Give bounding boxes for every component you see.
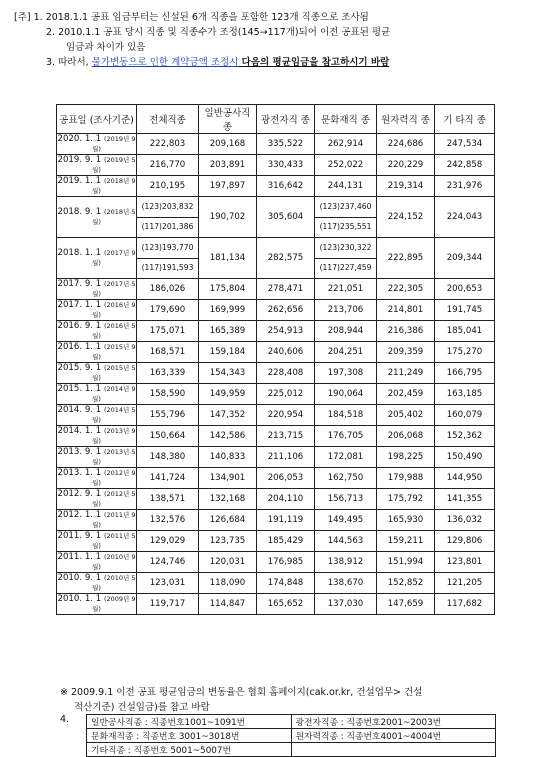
- classification-cell: 원자력직종 : 직종번호4001~4004번: [291, 729, 496, 743]
- header-general: 일반공사직 종: [199, 105, 257, 134]
- cell-electronic: 176,985: [257, 552, 315, 573]
- cell-cultural: 208,944: [315, 321, 377, 342]
- date-main: 2017. 1. 1: [57, 300, 102, 310]
- date-ref: (2015년 9월): [92, 343, 136, 361]
- cell-cultural: 149,495: [315, 510, 377, 531]
- row-date: [57, 134, 137, 155]
- date-main: 2014. 1. 1: [57, 426, 102, 436]
- date-main: 2015. 9. 1: [57, 363, 102, 373]
- cell-cultural: 262,914: [315, 134, 377, 155]
- cell-electronic: 211,106: [257, 447, 315, 468]
- cell-nuclear: 159,211: [377, 531, 435, 552]
- row-date: [57, 279, 137, 300]
- cell-all: 222,803: [137, 134, 199, 155]
- row-date: [57, 552, 137, 573]
- note-3-bold: 다음의 평균임금을 참고하시기 바람: [238, 57, 390, 68]
- date-main: 2019. 9. 1: [57, 155, 102, 165]
- cell-all: 175,071: [137, 321, 199, 342]
- table-row: [57, 300, 495, 321]
- cell-other: 121,205: [435, 573, 495, 594]
- note-3-highlight: 물가변동으로 인한 계약금액 조정시: [91, 57, 239, 68]
- cell-general: 142,586: [199, 426, 257, 447]
- note-tag: [주]: [14, 12, 31, 23]
- cell-other: 247,534: [435, 134, 495, 155]
- row-date: [57, 384, 137, 405]
- header-date: 공표일 (조사기준): [57, 105, 137, 134]
- row-date: [57, 573, 137, 594]
- footnote-line-2: 적산기준) 건설임금)를 참고 바람: [74, 702, 210, 713]
- date-main: 2015. 1. 1: [57, 384, 102, 394]
- table-row: [57, 552, 495, 573]
- date-main: 2013. 9. 1: [57, 447, 102, 457]
- cell-general: 114,847: [199, 594, 257, 615]
- table-row: [57, 426, 495, 447]
- row-date: [57, 447, 137, 468]
- cell-nuclear: 205,402: [377, 405, 435, 426]
- cell-all: 132,576: [137, 510, 199, 531]
- cell-all-part: (123)193,770: [141, 242, 194, 252]
- footnote: [60, 685, 540, 715]
- cell-nuclear: 216,386: [377, 321, 435, 342]
- row-date: [57, 531, 137, 552]
- cell-general: 159,184: [199, 342, 257, 363]
- row-date: [57, 489, 137, 510]
- cell-other: 160,079: [435, 405, 495, 426]
- cell-other: 166,795: [435, 363, 495, 384]
- cell-other: 123,801: [435, 552, 495, 573]
- cell-other: 150,490: [435, 447, 495, 468]
- date-ref: (2014년 9월): [92, 385, 136, 403]
- date-ref: (2019년 5월): [92, 156, 136, 174]
- cell-all: 155,796: [137, 405, 199, 426]
- cell-electronic: 278,471: [257, 279, 315, 300]
- cell-nuclear: 179,988: [377, 468, 435, 489]
- date-ref: (2012년 9월): [92, 469, 136, 487]
- cell-electronic: 204,110: [257, 489, 315, 510]
- table-row: [57, 238, 495, 279]
- date-ref: (2010년 5월): [92, 574, 136, 592]
- row-date: [57, 238, 137, 279]
- cell-cultural: 184,518: [315, 405, 377, 426]
- date-main: 2018. 1. 1: [57, 248, 102, 258]
- cell-electronic: 213,715: [257, 426, 315, 447]
- date-main: 2016. 9. 1: [57, 321, 102, 331]
- note-1: [14, 10, 544, 25]
- row-date: [57, 342, 137, 363]
- cell-other: 209,344: [435, 238, 495, 279]
- date-ref: (2017년 9월): [92, 249, 136, 267]
- cell-general: 140,833: [199, 447, 257, 468]
- table-row: [57, 176, 495, 197]
- cell-electronic: 165,652: [257, 594, 315, 615]
- cell-cultural-part: (123)230,322: [319, 242, 372, 252]
- date-ref: (2016년 9월): [92, 301, 136, 319]
- row-date: [57, 363, 137, 384]
- cell-cultural: 162,750: [315, 468, 377, 489]
- table-row: [57, 447, 495, 468]
- cell-other: 141,355: [435, 489, 495, 510]
- cell-nuclear: 211,249: [377, 363, 435, 384]
- average-wage-table: [56, 104, 495, 615]
- table-row: [57, 384, 495, 405]
- cell-general: 154,343: [199, 363, 257, 384]
- cell-cultural: 213,706: [315, 300, 377, 321]
- date-main: 2014. 9. 1: [57, 405, 102, 415]
- date-main: 2010. 9. 1: [57, 573, 102, 583]
- table-row: [57, 134, 495, 155]
- cell-nuclear: 198,225: [377, 447, 435, 468]
- cell-general: 190,702: [199, 197, 257, 238]
- cell-cultural-part: (117)235,551: [315, 217, 376, 238]
- cell-other: 129,806: [435, 531, 495, 552]
- header-other: 기 타직 종: [435, 105, 495, 134]
- classification-cell: 광전자직종 : 직종번호2001~2003번: [291, 715, 496, 729]
- classification-cell: 문화재직종 : 직종번호 3001~3018번: [87, 729, 292, 743]
- cell-cultural: 138,912: [315, 552, 377, 573]
- table-row: [57, 321, 495, 342]
- cell-all: 119,717: [137, 594, 199, 615]
- cell-nuclear: 224,152: [377, 197, 435, 238]
- table-row: [57, 510, 495, 531]
- date-main: 2016. 1. 1: [57, 342, 102, 352]
- date-ref: (2011년 9월): [92, 511, 136, 529]
- cell-all: 150,664: [137, 426, 199, 447]
- cell-cultural: 138,670: [315, 573, 377, 594]
- cell-other: 163,185: [435, 384, 495, 405]
- date-ref: (2017년 5월): [92, 280, 136, 298]
- classification-row: [87, 729, 496, 743]
- date-ref: (2013년 9월): [92, 427, 136, 445]
- table-row: [57, 197, 495, 238]
- cell-all: 186,026: [137, 279, 199, 300]
- note-3: [14, 55, 544, 70]
- cell-other: 152,362: [435, 426, 495, 447]
- date-ref: (2019년 9월): [92, 135, 136, 153]
- cell-electronic: 240,606: [257, 342, 315, 363]
- date-main: 2019. 1. 1: [57, 176, 102, 186]
- cell-other: 224,043: [435, 197, 495, 238]
- cell-general: 147,352: [199, 405, 257, 426]
- cell-nuclear: 222,305: [377, 279, 435, 300]
- cell-nuclear: 202,459: [377, 384, 435, 405]
- cell-electronic: 330,433: [257, 155, 315, 176]
- cell-other: 185,041: [435, 321, 495, 342]
- cell-nuclear: 175,792: [377, 489, 435, 510]
- cell-cultural-part: (117)227,459: [315, 258, 376, 279]
- cell-nuclear: 152,852: [377, 573, 435, 594]
- row-date: [57, 300, 137, 321]
- cell-general: 118,090: [199, 573, 257, 594]
- cell-all: 163,339: [137, 363, 199, 384]
- table-row: [57, 531, 495, 552]
- cell-all-part: (117)201,386: [137, 217, 198, 238]
- date-main: 2012. 1. 1: [57, 510, 102, 520]
- row-date: [57, 426, 137, 447]
- row-date: [57, 197, 137, 238]
- cell-all-part: (123)203,832: [141, 201, 194, 211]
- row-date: [57, 155, 137, 176]
- classification-row: [87, 743, 496, 757]
- date-main: 2020. 1. 1: [57, 134, 102, 144]
- cell-nuclear: 147,659: [377, 594, 435, 615]
- cell-general: 134,901: [199, 468, 257, 489]
- cell-general: 169,999: [199, 300, 257, 321]
- cell-electronic: 335,522: [257, 134, 315, 155]
- cell-cultural-part: (123)237,460: [319, 201, 372, 211]
- cell-electronic: 305,604: [257, 197, 315, 238]
- cell-all: 141,724: [137, 468, 199, 489]
- date-ref: (2016년 5월): [92, 322, 136, 340]
- date-main: 2012. 9. 1: [57, 489, 102, 499]
- footnote-line-1: ※ 2009.9.1 이전 공표 평균임금의 변동율은 협회 홈페이지(cak.or.kr, 건설업무> 건설: [60, 687, 423, 698]
- cell-cultural: [315, 238, 377, 279]
- cell-general: 126,684: [199, 510, 257, 531]
- cell-general: 165,389: [199, 321, 257, 342]
- cell-cultural: 204,251: [315, 342, 377, 363]
- header-electronic: 광전자직 종: [257, 105, 315, 134]
- cell-other: 242,858: [435, 155, 495, 176]
- cell-cultural: 156,713: [315, 489, 377, 510]
- cell-electronic: 191,119: [257, 510, 315, 531]
- cell-other: 191,745: [435, 300, 495, 321]
- cell-general: 175,804: [199, 279, 257, 300]
- row-date: [57, 176, 137, 197]
- cell-all: 124,746: [137, 552, 199, 573]
- cell-general: 197,897: [199, 176, 257, 197]
- table-header-row: [57, 105, 495, 134]
- cell-all: 123,031: [137, 573, 199, 594]
- cell-cultural: 244,131: [315, 176, 377, 197]
- cell-general: 120,031: [199, 552, 257, 573]
- date-ref: (2018년 9월): [92, 177, 136, 195]
- cell-other: 175,270: [435, 342, 495, 363]
- header-all: 전체직종: [137, 105, 199, 134]
- cell-electronic: 220,954: [257, 405, 315, 426]
- table-row: [57, 573, 495, 594]
- table-row: [57, 489, 495, 510]
- cell-cultural: 197,308: [315, 363, 377, 384]
- classification-cell: 일반공사직종 : 직종번호1001~1091번: [87, 715, 292, 729]
- cell-general: 149,959: [199, 384, 257, 405]
- cell-general: 123,735: [199, 531, 257, 552]
- cell-nuclear: 219,314: [377, 176, 435, 197]
- cell-electronic: 316,642: [257, 176, 315, 197]
- date-ref: (2014년 5월): [92, 406, 136, 424]
- header-nuclear: 원자력직 종: [377, 105, 435, 134]
- classification-cell: 기타직종 : 직종번호 5001~5007번: [87, 743, 292, 757]
- cell-cultural: 176,705: [315, 426, 377, 447]
- cell-all: 210,195: [137, 176, 199, 197]
- cell-all: 216,770: [137, 155, 199, 176]
- row-date: [57, 594, 137, 615]
- header-cultural: 문화재직 종: [315, 105, 377, 134]
- cell-general: 181,134: [199, 238, 257, 279]
- cell-general: 203,891: [199, 155, 257, 176]
- cell-electronic: 174,848: [257, 573, 315, 594]
- row-date: [57, 510, 137, 531]
- cell-nuclear: 214,801: [377, 300, 435, 321]
- date-ref: (2012년 5월): [92, 490, 136, 508]
- cell-cultural: 221,051: [315, 279, 377, 300]
- cell-electronic: 185,429: [257, 531, 315, 552]
- date-main: 2017. 9. 1: [57, 279, 102, 289]
- cell-nuclear: 224,686: [377, 134, 435, 155]
- cell-cultural: [315, 197, 377, 238]
- row-date: [57, 321, 137, 342]
- cell-cultural: 190,064: [315, 384, 377, 405]
- date-ref: (2013년 5월): [92, 448, 136, 466]
- cell-general: 132,168: [199, 489, 257, 510]
- date-main: 2011. 1. 1: [57, 552, 102, 562]
- note-1-text: 1. 2018.1.1 공표 임금부터는 신설된 6개 직종을 포함한 123개 직종으로 조사됨: [33, 12, 369, 23]
- table-row: [57, 155, 495, 176]
- row-date: [57, 468, 137, 489]
- cell-nuclear: 151,994: [377, 552, 435, 573]
- cell-cultural: 137,030: [315, 594, 377, 615]
- table-row: [57, 342, 495, 363]
- cell-electronic: 225,012: [257, 384, 315, 405]
- cell-nuclear: 222,895: [377, 238, 435, 279]
- classification-cell: [291, 743, 496, 757]
- cell-electronic: 262,656: [257, 300, 315, 321]
- cell-nuclear: 165,930: [377, 510, 435, 531]
- row-date: [57, 405, 137, 426]
- cell-all: 138,571: [137, 489, 199, 510]
- cell-electronic: 282,575: [257, 238, 315, 279]
- cell-cultural: 144,563: [315, 531, 377, 552]
- cell-electronic: 206,053: [257, 468, 315, 489]
- date-ref: (2009년 9월): [92, 595, 136, 613]
- cell-electronic: 228,408: [257, 363, 315, 384]
- cell-nuclear: 209,359: [377, 342, 435, 363]
- cell-all: [137, 238, 199, 279]
- date-main: 2010. 1. 1: [57, 594, 102, 604]
- table-row: [57, 405, 495, 426]
- date-main: 2013. 1. 1: [57, 468, 102, 478]
- notes-block: [14, 10, 544, 70]
- date-main: 2018. 9. 1: [57, 207, 102, 217]
- cell-other: 117,682: [435, 594, 495, 615]
- cell-cultural: 172,081: [315, 447, 377, 468]
- cell-all: 129,029: [137, 531, 199, 552]
- cell-electronic: 254,913: [257, 321, 315, 342]
- cell-cultural: 252,022: [315, 155, 377, 176]
- cell-all: [137, 197, 199, 238]
- cell-all: 148,380: [137, 447, 199, 468]
- date-ref: (2010년 9월): [92, 553, 136, 571]
- cell-all: 168,571: [137, 342, 199, 363]
- note-3-prefix: 3. 따라서,: [46, 57, 92, 68]
- cell-other: 136,032: [435, 510, 495, 531]
- cell-other: 231,976: [435, 176, 495, 197]
- note-2: 2. 2010.1.1 공표 당시 직종 및 직종수가 조정(145→117개)되어 이전 공표된 평균: [46, 27, 391, 38]
- cell-all-part: (117)191,593: [137, 258, 198, 279]
- cell-other: 200,653: [435, 279, 495, 300]
- table-row: [57, 279, 495, 300]
- date-ref: (2015년 5월): [92, 364, 136, 382]
- date-ref: (2018년 5월): [92, 208, 136, 226]
- classification-row: [87, 715, 496, 729]
- table-row: [57, 594, 495, 615]
- cell-other: 144,950: [435, 468, 495, 489]
- note-2-cont: 임금과 차이가 있음: [66, 42, 146, 53]
- date-ref: (2011년 5월): [92, 532, 136, 550]
- cell-nuclear: 206,068: [377, 426, 435, 447]
- cell-all: 158,590: [137, 384, 199, 405]
- classification-number: 4.: [60, 714, 70, 725]
- table-row: [57, 468, 495, 489]
- cell-all: 179,690: [137, 300, 199, 321]
- cell-nuclear: 220,229: [377, 155, 435, 176]
- table-row: [57, 363, 495, 384]
- classification-table: [86, 714, 496, 757]
- cell-general: 209,168: [199, 134, 257, 155]
- date-main: 2011. 9. 1: [57, 531, 102, 541]
